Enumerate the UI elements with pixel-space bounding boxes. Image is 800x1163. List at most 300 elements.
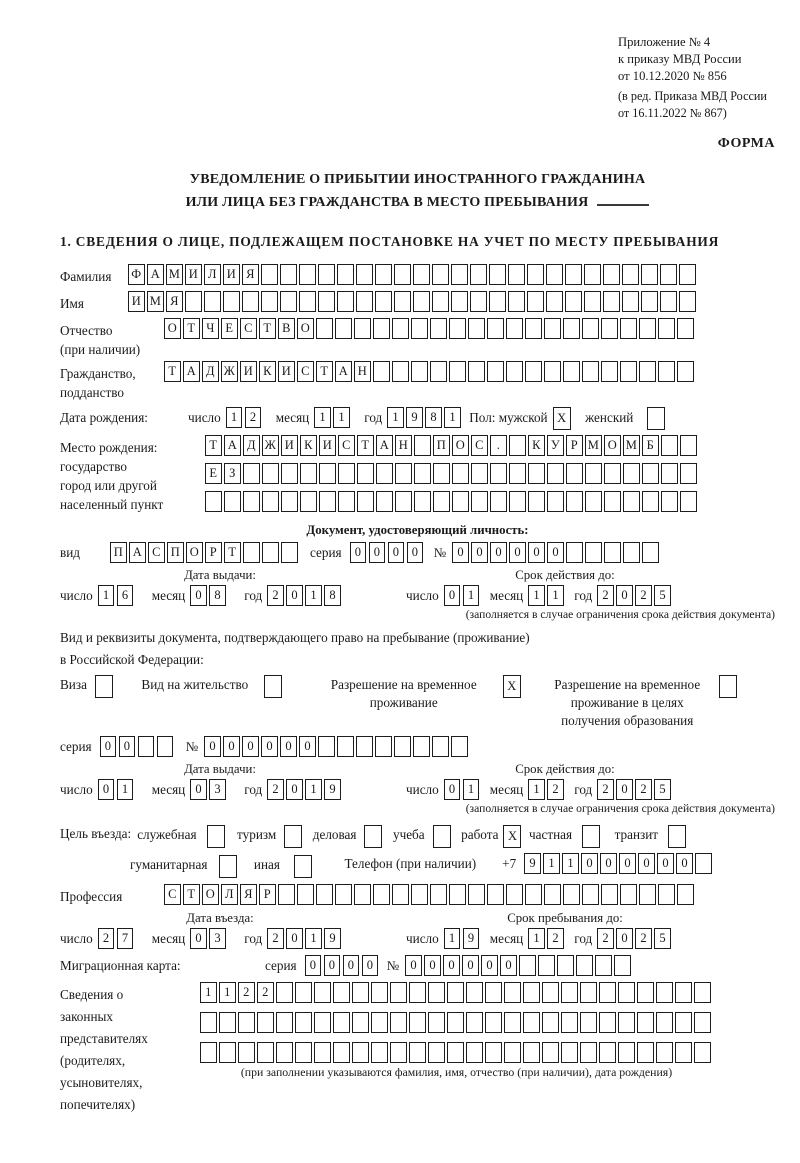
char-cell[interactable]: И <box>319 435 336 456</box>
char-cell[interactable] <box>375 736 392 757</box>
char-cell[interactable] <box>433 463 450 484</box>
char-cell[interactable]: 1 <box>547 585 564 606</box>
char-cell[interactable]: 9 <box>406 407 423 428</box>
char-cell[interactable] <box>409 1042 426 1063</box>
char-cell[interactable] <box>224 491 241 512</box>
char-cell[interactable]: А <box>147 264 164 285</box>
char-cell[interactable] <box>281 491 298 512</box>
char-cell[interactable]: Т <box>164 361 181 382</box>
temp-residence-education-checkbox[interactable] <box>719 675 740 698</box>
char-cell[interactable] <box>219 855 237 878</box>
char-cell[interactable]: 2 <box>597 779 614 800</box>
char-cell[interactable] <box>411 318 428 339</box>
char-cell[interactable]: 0 <box>443 955 460 976</box>
char-cell[interactable] <box>563 361 580 382</box>
char-cell[interactable]: В <box>278 318 295 339</box>
char-cell[interactable] <box>394 264 411 285</box>
char-cell[interactable]: У <box>547 435 564 456</box>
char-cell[interactable] <box>622 264 639 285</box>
char-cell[interactable] <box>580 1012 597 1033</box>
char-cell[interactable]: 1 <box>528 779 545 800</box>
char-cell[interactable]: Т <box>183 884 200 905</box>
char-cell[interactable] <box>546 291 563 312</box>
char-cell[interactable] <box>675 1042 692 1063</box>
identity-issue-day-cells[interactable] <box>98 585 136 606</box>
stay-year-cells[interactable] <box>597 928 673 949</box>
char-cell[interactable]: 0 <box>324 955 341 976</box>
entry-day-cells[interactable] <box>98 928 136 949</box>
char-cell[interactable] <box>414 463 431 484</box>
char-cell[interactable] <box>261 291 278 312</box>
char-cell[interactable] <box>504 982 521 1003</box>
char-cell[interactable] <box>582 884 599 905</box>
char-cell[interactable] <box>466 1012 483 1033</box>
char-cell[interactable] <box>257 1042 274 1063</box>
char-cell[interactable] <box>261 264 278 285</box>
residence-issue-day-cells[interactable] <box>98 779 136 800</box>
char-cell[interactable] <box>547 491 564 512</box>
char-cell[interactable] <box>411 361 428 382</box>
char-cell[interactable]: 0 <box>362 955 379 976</box>
char-cell[interactable] <box>316 318 333 339</box>
firstname-cells[interactable] <box>128 291 698 312</box>
char-cell[interactable] <box>523 1012 540 1033</box>
char-cell[interactable] <box>395 463 412 484</box>
char-cell[interactable] <box>337 736 354 757</box>
char-cell[interactable] <box>451 291 468 312</box>
char-cell[interactable] <box>376 463 393 484</box>
representatives-cells-row1[interactable] <box>200 982 713 1003</box>
char-cell[interactable] <box>614 955 631 976</box>
representatives-cells-row2[interactable] <box>200 1012 713 1033</box>
char-cell[interactable] <box>561 1042 578 1063</box>
char-cell[interactable]: 1 <box>444 407 461 428</box>
char-cell[interactable]: 0 <box>444 585 461 606</box>
char-cell[interactable] <box>375 264 392 285</box>
char-cell[interactable] <box>509 435 526 456</box>
char-cell[interactable]: 0 <box>616 928 633 949</box>
char-cell[interactable] <box>642 491 659 512</box>
char-cell[interactable] <box>620 884 637 905</box>
char-cell[interactable]: 2 <box>267 779 284 800</box>
char-cell[interactable] <box>719 675 737 698</box>
char-cell[interactable]: С <box>338 435 355 456</box>
char-cell[interactable]: К <box>300 435 317 456</box>
char-cell[interactable] <box>333 1042 350 1063</box>
char-cell[interactable] <box>580 982 597 1003</box>
char-cell[interactable]: И <box>223 264 240 285</box>
identity-valid-day-cells[interactable] <box>444 585 482 606</box>
char-cell[interactable]: К <box>259 361 276 382</box>
char-cell[interactable] <box>489 291 506 312</box>
char-cell[interactable] <box>373 884 390 905</box>
char-cell[interactable] <box>637 982 654 1003</box>
char-cell[interactable] <box>599 1012 616 1033</box>
phone-cells[interactable] <box>524 853 714 874</box>
char-cell[interactable] <box>599 1042 616 1063</box>
char-cell[interactable]: 1 <box>444 928 461 949</box>
char-cell[interactable] <box>509 491 526 512</box>
char-cell[interactable]: 1 <box>463 585 480 606</box>
char-cell[interactable] <box>506 361 523 382</box>
surname-cells[interactable] <box>128 264 698 285</box>
migration-series-cells[interactable] <box>305 955 381 976</box>
stay-day-cells[interactable] <box>444 928 482 949</box>
char-cell[interactable]: 0 <box>190 585 207 606</box>
char-cell[interactable] <box>658 361 675 382</box>
char-cell[interactable] <box>375 291 392 312</box>
stay-month-cells[interactable] <box>528 928 566 949</box>
char-cell[interactable] <box>489 264 506 285</box>
char-cell[interactable]: Е <box>205 463 222 484</box>
identity-issue-month-cells[interactable] <box>190 585 228 606</box>
char-cell[interactable] <box>373 318 390 339</box>
char-cell[interactable] <box>392 361 409 382</box>
char-cell[interactable]: 0 <box>481 955 498 976</box>
char-cell[interactable] <box>243 542 260 563</box>
char-cell[interactable] <box>509 463 526 484</box>
char-cell[interactable] <box>432 736 449 757</box>
char-cell[interactable] <box>278 884 295 905</box>
char-cell[interactable]: Ч <box>202 318 219 339</box>
char-cell[interactable] <box>546 264 563 285</box>
char-cell[interactable] <box>238 1012 255 1033</box>
char-cell[interactable] <box>200 1012 217 1033</box>
char-cell[interactable] <box>318 291 335 312</box>
char-cell[interactable] <box>680 435 697 456</box>
char-cell[interactable] <box>451 736 468 757</box>
char-cell[interactable] <box>504 1042 521 1063</box>
char-cell[interactable] <box>542 1012 559 1033</box>
char-cell[interactable] <box>297 884 314 905</box>
char-cell[interactable] <box>604 463 621 484</box>
char-cell[interactable] <box>601 884 618 905</box>
char-cell[interactable]: П <box>433 435 450 456</box>
char-cell[interactable] <box>428 982 445 1003</box>
char-cell[interactable]: 1 <box>314 407 331 428</box>
char-cell[interactable] <box>618 1042 635 1063</box>
char-cell[interactable]: 0 <box>616 585 633 606</box>
char-cell[interactable] <box>413 736 430 757</box>
char-cell[interactable]: X <box>553 407 571 430</box>
char-cell[interactable] <box>660 291 677 312</box>
char-cell[interactable] <box>618 982 635 1003</box>
char-cell[interactable] <box>679 264 696 285</box>
char-cell[interactable]: С <box>297 361 314 382</box>
char-cell[interactable]: И <box>128 291 145 312</box>
char-cell[interactable]: 0 <box>500 955 517 976</box>
char-cell[interactable] <box>452 491 469 512</box>
char-cell[interactable]: 1 <box>528 928 545 949</box>
char-cell[interactable] <box>314 1042 331 1063</box>
char-cell[interactable] <box>599 982 616 1003</box>
char-cell[interactable] <box>656 1012 673 1033</box>
char-cell[interactable]: 0 <box>119 736 136 757</box>
representatives-cells-row3[interactable] <box>200 1042 713 1063</box>
char-cell[interactable] <box>243 491 260 512</box>
char-cell[interactable] <box>623 542 640 563</box>
birth-place-cells-row1[interactable] <box>205 435 699 456</box>
char-cell[interactable]: Т <box>316 361 333 382</box>
char-cell[interactable] <box>468 884 485 905</box>
char-cell[interactable] <box>620 361 637 382</box>
char-cell[interactable]: Я <box>166 291 183 312</box>
char-cell[interactable]: А <box>183 361 200 382</box>
residence-valid-month-cells[interactable] <box>528 779 566 800</box>
char-cell[interactable]: С <box>164 884 181 905</box>
char-cell[interactable]: Б <box>642 435 659 456</box>
char-cell[interactable] <box>582 361 599 382</box>
char-cell[interactable]: 0 <box>223 736 240 757</box>
char-cell[interactable] <box>601 318 618 339</box>
char-cell[interactable] <box>661 491 678 512</box>
char-cell[interactable] <box>601 361 618 382</box>
char-cell[interactable]: 2 <box>238 982 255 1003</box>
char-cell[interactable] <box>679 291 696 312</box>
char-cell[interactable] <box>544 318 561 339</box>
char-cell[interactable] <box>623 463 640 484</box>
char-cell[interactable] <box>563 884 580 905</box>
char-cell[interactable] <box>219 1012 236 1033</box>
char-cell[interactable]: Т <box>357 435 374 456</box>
char-cell[interactable] <box>284 825 302 848</box>
char-cell[interactable]: 5 <box>654 585 671 606</box>
char-cell[interactable]: 0 <box>676 853 693 874</box>
char-cell[interactable]: 1 <box>387 407 404 428</box>
char-cell[interactable]: 0 <box>600 853 617 874</box>
char-cell[interactable]: 6 <box>117 585 134 606</box>
char-cell[interactable] <box>603 264 620 285</box>
char-cell[interactable]: 0 <box>242 736 259 757</box>
char-cell[interactable] <box>223 291 240 312</box>
char-cell[interactable] <box>585 463 602 484</box>
char-cell[interactable] <box>276 1042 293 1063</box>
char-cell[interactable] <box>661 435 678 456</box>
char-cell[interactable]: 1 <box>200 982 217 1003</box>
char-cell[interactable]: 5 <box>654 928 671 949</box>
char-cell[interactable] <box>276 982 293 1003</box>
char-cell[interactable] <box>207 825 225 848</box>
char-cell[interactable]: 1 <box>528 585 545 606</box>
char-cell[interactable] <box>357 463 374 484</box>
char-cell[interactable]: Д <box>202 361 219 382</box>
birth-day-cells[interactable] <box>226 407 264 428</box>
char-cell[interactable]: О <box>164 318 181 339</box>
char-cell[interactable]: М <box>623 435 640 456</box>
birth-place-cells-row3[interactable] <box>205 491 699 512</box>
char-cell[interactable] <box>219 1042 236 1063</box>
char-cell[interactable]: 0 <box>547 542 564 563</box>
char-cell[interactable] <box>316 884 333 905</box>
char-cell[interactable] <box>639 884 656 905</box>
char-cell[interactable] <box>314 982 331 1003</box>
char-cell[interactable]: Я <box>240 884 257 905</box>
char-cell[interactable] <box>637 1042 654 1063</box>
char-cell[interactable]: М <box>166 264 183 285</box>
char-cell[interactable] <box>563 318 580 339</box>
char-cell[interactable] <box>433 825 451 848</box>
char-cell[interactable]: А <box>129 542 146 563</box>
purpose-commercial-checkbox[interactable] <box>364 825 385 848</box>
char-cell[interactable]: М <box>147 291 164 312</box>
char-cell[interactable] <box>338 463 355 484</box>
char-cell[interactable] <box>338 491 355 512</box>
char-cell[interactable]: 2 <box>597 585 614 606</box>
char-cell[interactable]: А <box>224 435 241 456</box>
char-cell[interactable] <box>487 318 504 339</box>
residence-valid-year-cells[interactable] <box>597 779 673 800</box>
char-cell[interactable]: С <box>240 318 257 339</box>
char-cell[interactable] <box>318 736 335 757</box>
char-cell[interactable]: 9 <box>324 779 341 800</box>
char-cell[interactable] <box>333 1012 350 1033</box>
char-cell[interactable]: 8 <box>425 407 442 428</box>
char-cell[interactable] <box>394 291 411 312</box>
char-cell[interactable]: Л <box>204 264 221 285</box>
char-cell[interactable] <box>414 491 431 512</box>
char-cell[interactable]: 1 <box>543 853 560 874</box>
char-cell[interactable]: 9 <box>524 853 541 874</box>
char-cell[interactable]: М <box>585 435 602 456</box>
char-cell[interactable] <box>337 264 354 285</box>
char-cell[interactable]: 0 <box>204 736 221 757</box>
char-cell[interactable] <box>637 1012 654 1033</box>
char-cell[interactable] <box>677 884 694 905</box>
char-cell[interactable] <box>95 675 113 698</box>
char-cell[interactable] <box>641 291 658 312</box>
char-cell[interactable] <box>300 463 317 484</box>
purpose-transit-checkbox[interactable] <box>668 825 689 848</box>
char-cell[interactable] <box>490 491 507 512</box>
char-cell[interactable]: 0 <box>261 736 278 757</box>
char-cell[interactable] <box>595 955 612 976</box>
identity-number-cells[interactable] <box>452 542 661 563</box>
char-cell[interactable] <box>451 264 468 285</box>
char-cell[interactable] <box>647 407 665 430</box>
char-cell[interactable] <box>525 318 542 339</box>
char-cell[interactable]: Д <box>243 435 260 456</box>
char-cell[interactable] <box>485 982 502 1003</box>
char-cell[interactable] <box>468 318 485 339</box>
purpose-work-checkbox[interactable] <box>503 825 524 848</box>
char-cell[interactable] <box>675 982 692 1003</box>
char-cell[interactable] <box>430 318 447 339</box>
char-cell[interactable] <box>694 1042 711 1063</box>
residence-series-cells[interactable] <box>100 736 176 757</box>
char-cell[interactable] <box>622 291 639 312</box>
char-cell[interactable] <box>257 1012 274 1033</box>
profession-cells[interactable] <box>164 884 696 905</box>
char-cell[interactable]: И <box>240 361 257 382</box>
char-cell[interactable] <box>242 291 259 312</box>
char-cell[interactable]: 9 <box>463 928 480 949</box>
char-cell[interactable]: 2 <box>98 928 115 949</box>
char-cell[interactable] <box>447 1012 464 1033</box>
char-cell[interactable] <box>544 884 561 905</box>
char-cell[interactable] <box>542 982 559 1003</box>
char-cell[interactable] <box>642 463 659 484</box>
char-cell[interactable]: Н <box>395 435 412 456</box>
identity-issue-year-cells[interactable] <box>267 585 343 606</box>
char-cell[interactable]: 0 <box>286 779 303 800</box>
char-cell[interactable]: 1 <box>333 407 350 428</box>
char-cell[interactable] <box>470 264 487 285</box>
char-cell[interactable] <box>299 291 316 312</box>
char-cell[interactable] <box>357 491 374 512</box>
char-cell[interactable]: 2 <box>547 779 564 800</box>
char-cell[interactable] <box>392 884 409 905</box>
char-cell[interactable] <box>504 1012 521 1033</box>
migration-number-cells[interactable] <box>405 955 633 976</box>
char-cell[interactable]: 0 <box>388 542 405 563</box>
char-cell[interactable] <box>466 1042 483 1063</box>
char-cell[interactable] <box>449 361 466 382</box>
char-cell[interactable]: Т <box>205 435 222 456</box>
char-cell[interactable]: 1 <box>98 585 115 606</box>
char-cell[interactable]: 2 <box>267 928 284 949</box>
char-cell[interactable] <box>695 853 712 874</box>
char-cell[interactable]: 1 <box>219 982 236 1003</box>
char-cell[interactable] <box>449 884 466 905</box>
residence-issue-year-cells[interactable] <box>267 779 343 800</box>
char-cell[interactable] <box>471 463 488 484</box>
char-cell[interactable] <box>523 982 540 1003</box>
char-cell[interactable] <box>409 1012 426 1033</box>
purpose-private-checkbox[interactable] <box>582 825 603 848</box>
char-cell[interactable]: 1 <box>562 853 579 874</box>
char-cell[interactable]: 2 <box>547 928 564 949</box>
char-cell[interactable]: И <box>281 435 298 456</box>
char-cell[interactable] <box>576 955 593 976</box>
char-cell[interactable] <box>639 318 656 339</box>
char-cell[interactable]: 0 <box>343 955 360 976</box>
char-cell[interactable]: О <box>186 542 203 563</box>
char-cell[interactable]: 2 <box>257 982 274 1003</box>
char-cell[interactable] <box>276 1012 293 1033</box>
char-cell[interactable] <box>319 491 336 512</box>
char-cell[interactable] <box>262 491 279 512</box>
char-cell[interactable]: . <box>490 435 507 456</box>
char-cell[interactable]: К <box>528 435 545 456</box>
char-cell[interactable] <box>280 291 297 312</box>
char-cell[interactable]: 7 <box>117 928 134 949</box>
char-cell[interactable]: 1 <box>305 585 322 606</box>
char-cell[interactable] <box>566 542 583 563</box>
patronymic-cells[interactable] <box>164 318 696 339</box>
char-cell[interactable] <box>471 491 488 512</box>
char-cell[interactable] <box>200 1042 217 1063</box>
char-cell[interactable] <box>677 361 694 382</box>
char-cell[interactable]: 0 <box>444 779 461 800</box>
char-cell[interactable] <box>660 264 677 285</box>
char-cell[interactable] <box>585 542 602 563</box>
char-cell[interactable] <box>364 825 382 848</box>
char-cell[interactable] <box>452 463 469 484</box>
char-cell[interactable] <box>658 884 675 905</box>
char-cell[interactable] <box>280 264 297 285</box>
char-cell[interactable] <box>314 1012 331 1033</box>
char-cell[interactable]: 3 <box>209 779 226 800</box>
char-cell[interactable] <box>527 291 544 312</box>
char-cell[interactable] <box>430 361 447 382</box>
char-cell[interactable] <box>566 491 583 512</box>
char-cell[interactable] <box>528 491 545 512</box>
char-cell[interactable]: 0 <box>616 779 633 800</box>
char-cell[interactable]: 1 <box>117 779 134 800</box>
char-cell[interactable] <box>519 955 536 976</box>
char-cell[interactable] <box>295 1012 312 1033</box>
residence-number-cells[interactable] <box>204 736 470 757</box>
